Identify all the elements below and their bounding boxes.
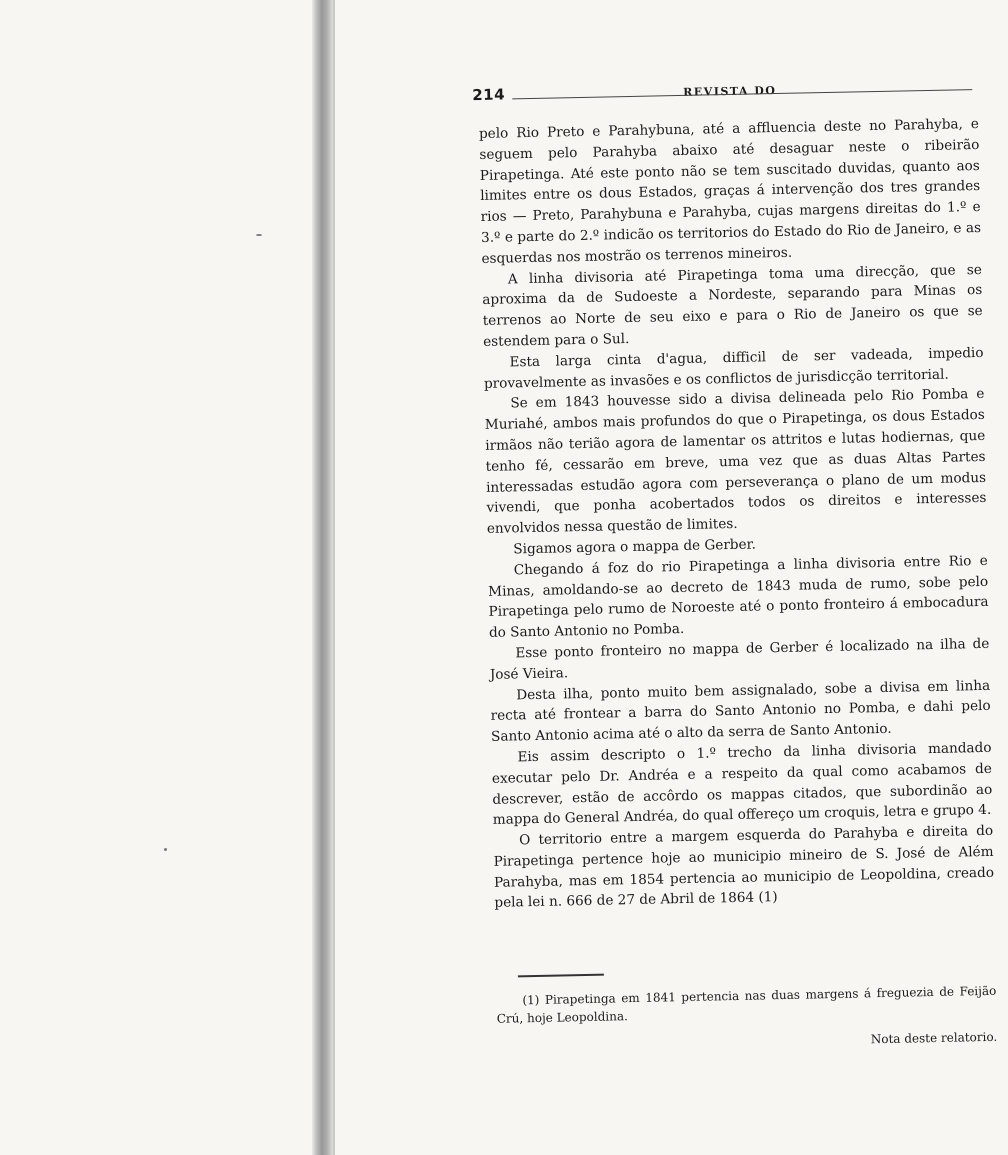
- book-gutter-line: [333, 0, 335, 1155]
- paragraph: Esse ponto fronteiro no mappa de Gerber é localizado na ilha de José Vieira.: [489, 635, 990, 683]
- book-gutter-shadow: [312, 0, 334, 1155]
- paragraph: Esta larga cinta d'agua, difficil de ser vadeada, impedio provavelmente as invasões e os conflictos de jurisdicção territorial.: [483, 344, 984, 392]
- footnote-signature: Nota deste relatorio.: [870, 1030, 998, 1047]
- paragraph: Se em 1843 houvesse sido a divisa delineada pelo Rio Pomba e Muriahé, ambos mais profundos do que o Pirapetinga, os dous Estados irmãos não terião agora de lamentar os attritos e lutas hodiernas, que tenho fé, cessarão em breve, uma vez que as duas Altas Partes interessadas estudão agora com perseverança o plano de um modus vivendi, que ponha acobertados todos os direitos e interesses envolvidos nessa questão de limites.: [484, 386, 987, 538]
- page-content: [472, 74, 998, 1056]
- body-text: [479, 114, 995, 914]
- running-head: [472, 74, 978, 105]
- page-number: 214: [472, 85, 506, 105]
- paragraph: Eis assim descripto o 1.º trecho da linha divisoria mandado executar pelo Dr. Andréa e a respeito da qual como acabamos de descrever, estão de accôrdo os mappas citados, que subordinão ao mappa do General Andréa, do qual offereço um croquis, letra e grupo 4.: [491, 739, 993, 829]
- footnote-rule: [518, 974, 604, 978]
- paragraph: Chegando á foz do rio Pirapetinga a linha divisoria entre Rio e Minas, amoldando-se ao decreto de 1843 muda de rumo, sobe pelo Pirapetinga pelo rumo de Noroeste até o ponto fronteiro á embocadura do Santo Antonio no Pomba.: [488, 552, 989, 642]
- paragraph: A linha divisoria até Pirapetinga toma uma direcção, que se aproxima da de Sudoeste a Nordeste, separando para Minas os terrenos ao Norte de seu eixo e para o Rio de Janeiro os que se estendem para o Sul.: [482, 261, 983, 350]
- running-title: REVISTA DO: [683, 84, 777, 99]
- paragraph: Sigamos agora o mappa de Gerber.: [513, 536, 757, 558]
- footnotes: [496, 982, 997, 1056]
- paragraph: pelo Rio Preto e Parahybuna, até a affluencia deste no Parahyba, e seguem pelo Parahyba abaixo até desaguar neste o ribeirão Pirapetinga. Até este ponto não se tem suscitado duvidas, quanto aos limites entre os dous Estados, graças á intervenção dos tres grandes rios — Preto, Parahybuna e Parahyba, cujas margens direitas do 1.º e 3.º e parte do 2.º indicão os territorios do Estado do Rio de Janeiro, e as esquerdas nos mostrão os terrenos mineiros.: [478, 115, 982, 267]
- scan-speck: [256, 234, 262, 236]
- paragraph: O territorio entre a margem esquerda do Parahyba e direita do Pirapetinga pertence hoje ao municipio mineiro de S. José de Além Parahyba, mas em 1854 pertencia ao municipio de Leopoldina, creado pela lei n. 666 de 27 de Abril de 1864 (1): [493, 822, 995, 912]
- scan-speck: [164, 848, 167, 851]
- paragraph: Desta ilha, ponto muito bem assignalado, sobe a divisa em linha recta até frontear a barra do Santo Antonio no Pomba, e dahi pelo Santo Antonio acima até o alto da serra de Santo Antonio.: [490, 677, 991, 745]
- footnote-text: (1) Pirapetinga em 1841 pertencia nas duas margens á freguezia de Feijão Crú, hoje Leopoldina.: [496, 984, 997, 1027]
